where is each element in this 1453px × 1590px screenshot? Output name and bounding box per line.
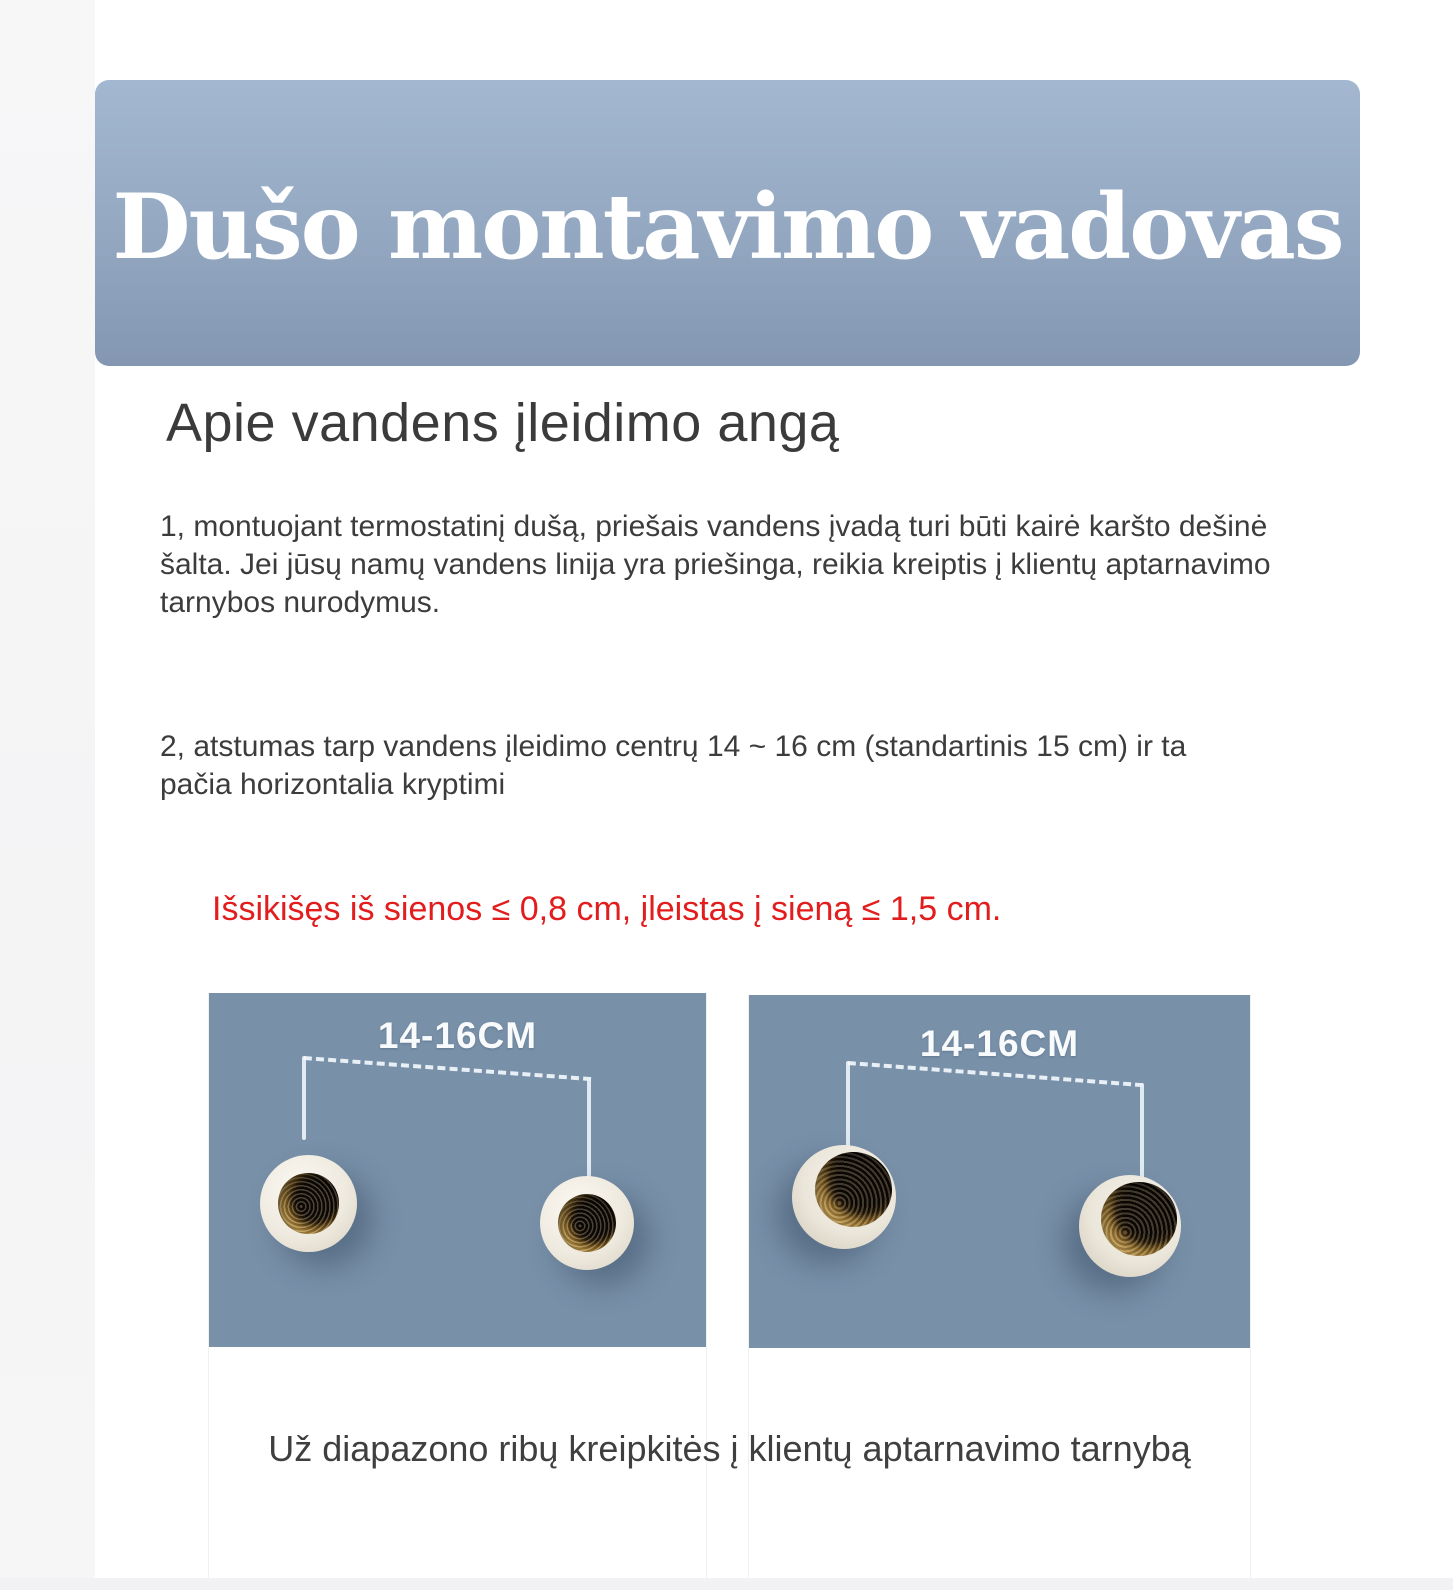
- dimension-label: 14-16CM: [919, 1023, 1080, 1064]
- dimension-line-left-end: [302, 1056, 306, 1140]
- brass-thread-socket: [278, 1173, 338, 1233]
- brass-thread-socket: [558, 1194, 616, 1252]
- figure-right-panel: [748, 995, 1251, 1578]
- figure-left-panel: [208, 993, 707, 1578]
- wall-photo-front-view: [209, 993, 706, 1347]
- page-left-margin: [0, 0, 95, 1590]
- dimension-line-right-end: [1140, 1083, 1144, 1181]
- wall-photo-angled-view: [749, 995, 1250, 1348]
- title-banner: [95, 80, 1360, 366]
- figure-caption: Už diapazono ribų kreipkitės į klientų aptarnavimo tarnybą: [268, 1428, 1191, 1469]
- page-title: Dušo montavimo vadovas: [112, 174, 1343, 280]
- pipe-fitting-hot-inlet: [792, 1145, 896, 1249]
- pipe-fitting-cold-inlet: [1079, 1175, 1181, 1277]
- section-heading: Apie vandens įleidimo angą: [166, 393, 840, 453]
- brass-thread-socket: [815, 1152, 892, 1227]
- instruction-paragraph-2: 2, atstumas tarp vandens įleidimo centrų 14 ~ 16 cm (standartinis 15 cm) ir ta pačia horizontalia kryptimi: [160, 730, 1187, 801]
- dimension-line-left-end: [846, 1061, 850, 1147]
- page-bottom-margin: [0, 1578, 1453, 1590]
- tolerance-note: Išsikišęs iš sienos ≤ 0,8 cm, įleistas į sieną ≤ 1,5 cm.: [212, 890, 1002, 928]
- pipe-fitting-cold-inlet: [540, 1176, 634, 1270]
- instruction-paragraph-1: 1, montuojant termostatinį dušą, priešais vandens įvadą turi būti kairė karšto dešinė šalta. Jei jūsų namų vandens linija yra priešinga, reikia kreiptis į klientų aptarnavimo tarnybos nurodymus.: [160, 510, 1271, 619]
- pipe-fitting-hot-inlet: [260, 1155, 357, 1252]
- brass-thread-socket: [1101, 1182, 1176, 1255]
- dimension-label: 14-16CM: [377, 1015, 538, 1056]
- dimension-line-right-end: [587, 1077, 591, 1177]
- dimension-line-dashed: [304, 1056, 592, 1081]
